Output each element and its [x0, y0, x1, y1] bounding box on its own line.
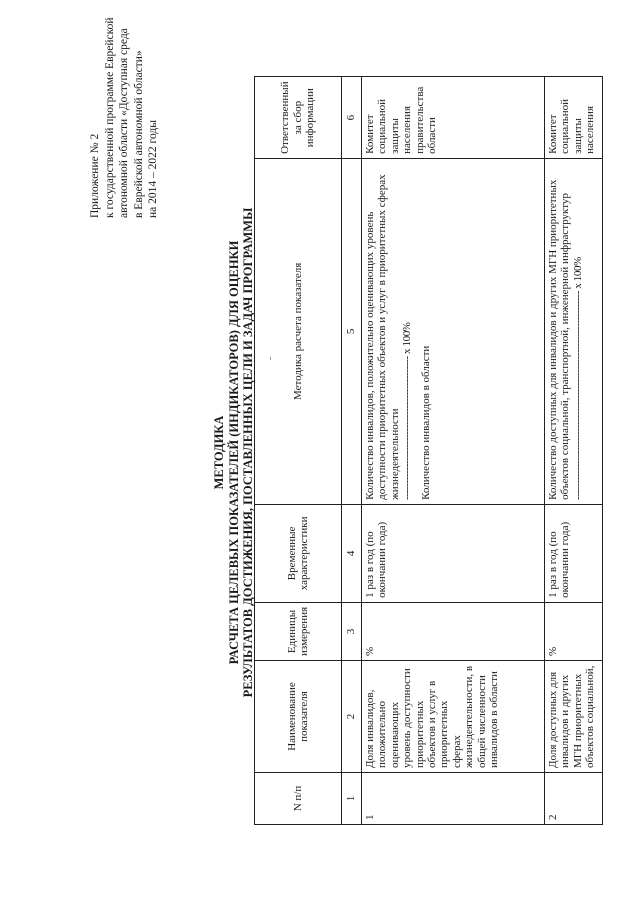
formula-fraction: ---------------------------------------------------------------- х 100% [571, 257, 584, 500]
appendix-line: к государственной программе Еврейской [103, 17, 116, 218]
table-header-row [255, 77, 342, 825]
indicator-name: Доля доступных для инвалидов и других МГН приоритетных объектов социальной, [545, 661, 603, 773]
appendix-line: Приложение № 2 [89, 133, 101, 218]
header-cell: Временные характеристики [255, 504, 342, 602]
appendix-line: в Еврейской автономной области» [132, 50, 145, 218]
methodology-table [254, 76, 603, 825]
appendix-line: автономной области «Доступная среда [118, 28, 131, 218]
header-cell: Ответственный за сбор информации [255, 77, 342, 158]
formula-denominator: Количество инвалидов в области [419, 345, 432, 500]
header-cell: Методика расчета показателя [255, 158, 342, 504]
formula-fraction: -------------------------------------------- х 100% [401, 322, 414, 500]
responsible-cell: Комитет социальной защиты населения правительства области [362, 77, 545, 158]
method-cell [362, 158, 545, 504]
appendix-note [88, 8, 161, 218]
column-number: 6 [342, 77, 362, 158]
appendix-line: на 2014 – 2022 годы [147, 120, 160, 218]
unit-cell: % [362, 602, 545, 660]
document-title [212, 80, 256, 825]
responsible-cell: Комитет социальной защиты населения [545, 77, 603, 158]
title-line: РАСЧЕТА ЦЕЛЕВЫХ ПОКАЗАТЕЛЕЙ (ИНДИКАТОРОВ) ДЛЯ ОЦЕНКИ [226, 240, 241, 665]
indicator-name: Доля инвалидов, положительно оценивающих уровень доступности приоритетных объектов и услуг в приоритетных сферах жизнедеятельности, в общей численности инвалидов в области [362, 661, 545, 773]
column-number: 4 [342, 504, 362, 602]
row-number: 1 [362, 773, 545, 825]
table-row [545, 77, 603, 825]
column-number: 5 [342, 158, 362, 504]
header-cell: Единицы измерения [255, 602, 342, 660]
period-cell: 1 раз в год (по окончании года) [545, 504, 603, 602]
header-cell: Наименование показателя [255, 661, 342, 773]
formula-numerator: Количество инвалидов, положительно оценивающих уровень доступности приоритетных объектов и услуг в приоритетных сферах жизнедеятельности [364, 174, 401, 500]
row-number: 2 [545, 773, 603, 825]
table-row [362, 77, 545, 825]
formula-numerator: Количество доступных для инвалидов и других МГН приоритетных объектов социальной, транспортной, инженерной инфраструктур [547, 179, 572, 500]
title-line: МЕТОДИКА [212, 415, 226, 490]
method-cell [545, 158, 603, 504]
period-cell: 1 раз в год (по окончании года) [362, 504, 545, 602]
title-line: РЕЗУЛЬТАТОВ ДОСТИЖЕНИЯ, ПОСТАВЛЕННЫХ ЦЕЛИ И ЗАДАЧ ПРОГРАММЫ [241, 207, 256, 698]
unit-cell: % [545, 602, 603, 660]
header-cell: N п/п [255, 773, 342, 825]
column-number: 2 [342, 661, 362, 773]
column-number: 1 [342, 773, 362, 825]
column-number: 3 [342, 602, 362, 660]
column-number-row [342, 77, 362, 825]
